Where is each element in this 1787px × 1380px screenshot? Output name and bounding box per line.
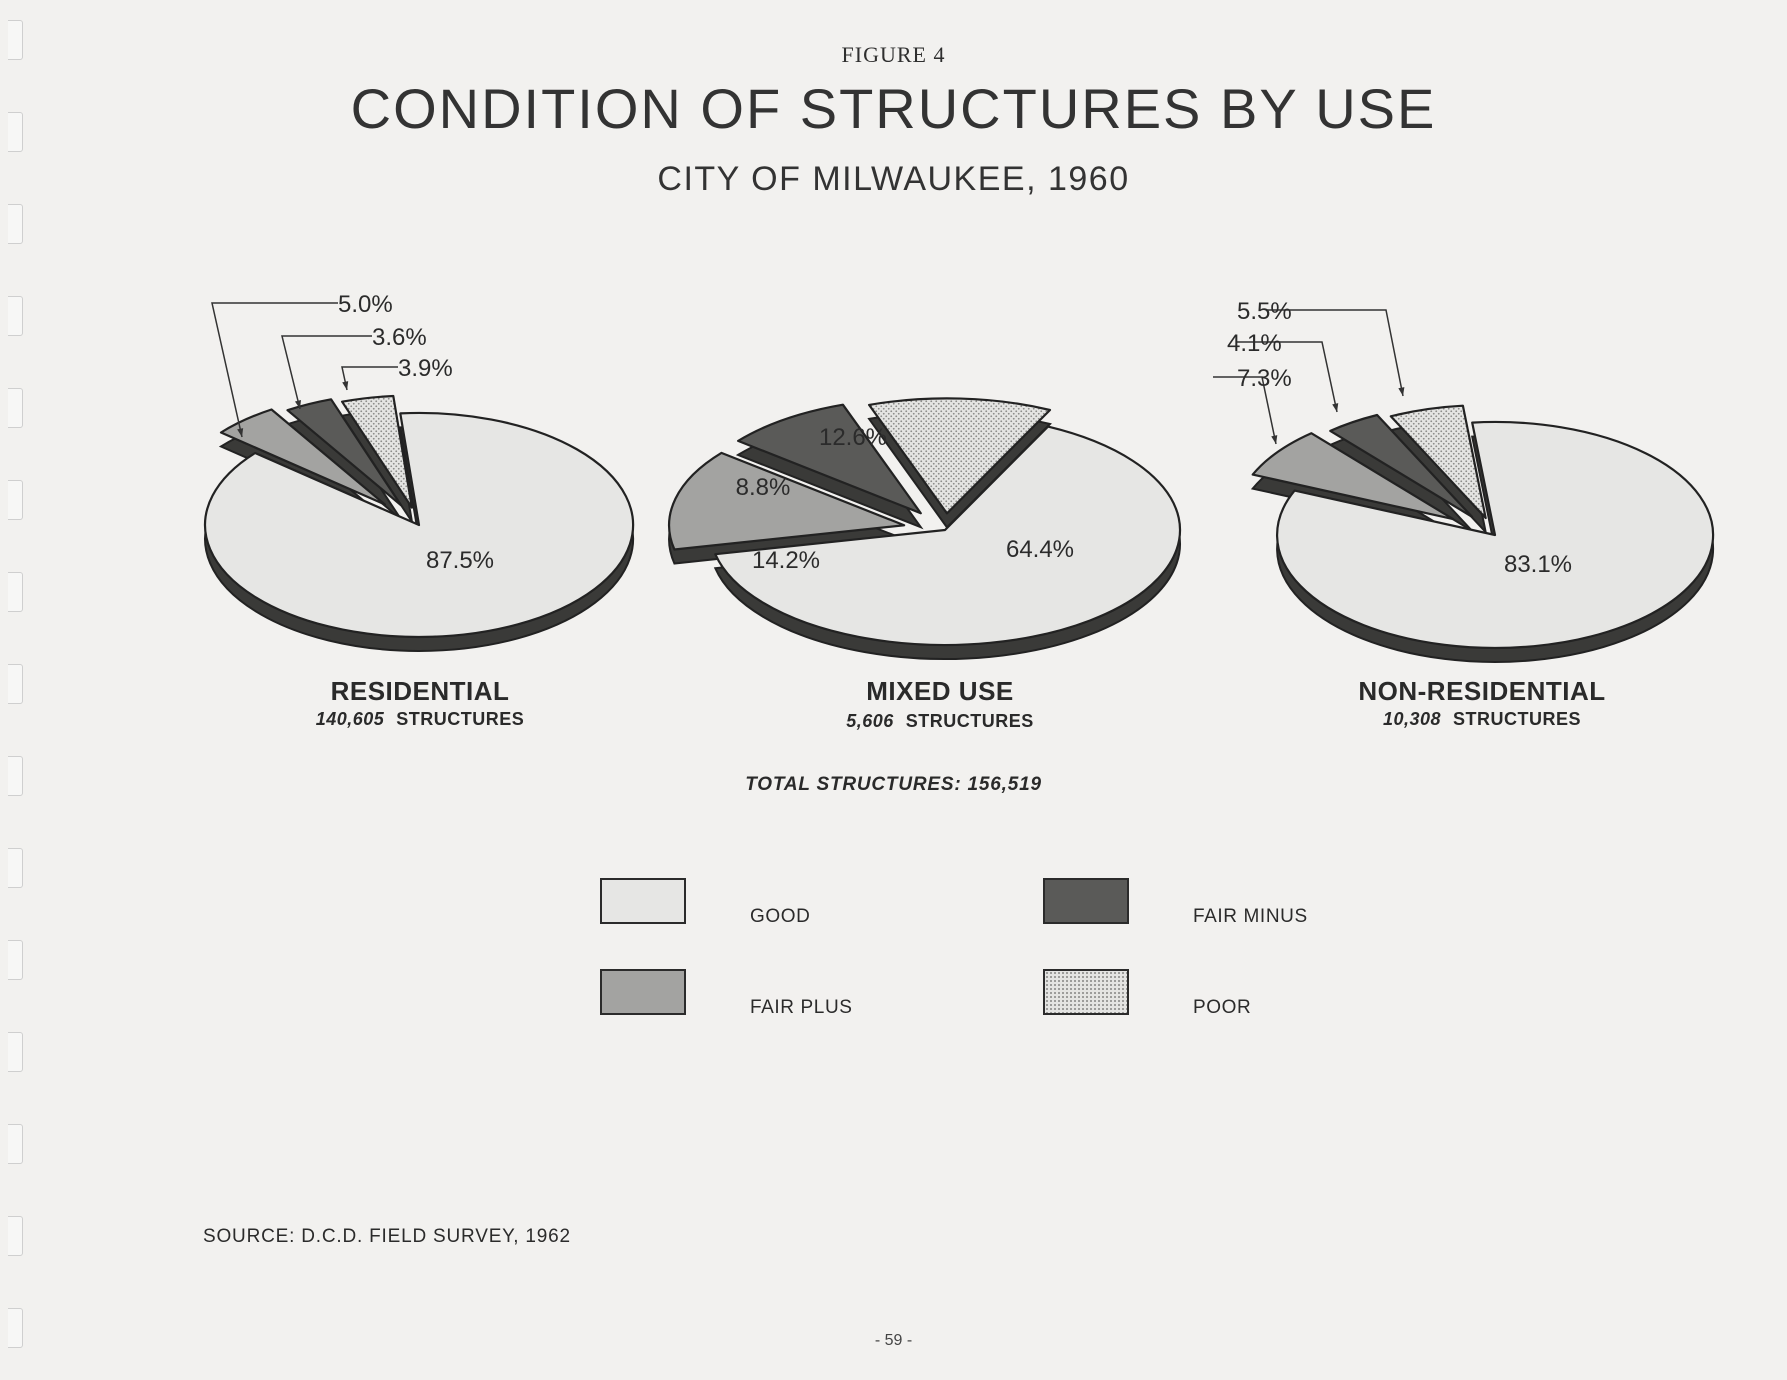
figure-label: FIGURE 4 bbox=[841, 42, 946, 67]
legend-label-fair-plus: FAIR PLUS bbox=[750, 997, 853, 1018]
data-label-fair-plus: 14.2% bbox=[751, 547, 821, 574]
data-label-fair-plus: 5.0% bbox=[338, 291, 393, 318]
count-value: 10,308 bbox=[1382, 709, 1442, 729]
data-label-good: 64.4% bbox=[1005, 536, 1075, 563]
legend-swatch-good bbox=[600, 878, 686, 924]
legend-swatch-fair-plus bbox=[600, 969, 686, 1015]
data-label-poor: 5.5% bbox=[1237, 298, 1292, 325]
pie-title-mixed-use: MIXED USE bbox=[866, 676, 1014, 706]
page-number: - 59 - bbox=[874, 1332, 913, 1349]
data-label-fair-plus: 7.3% bbox=[1237, 365, 1292, 392]
legend-label-poor: POOR bbox=[1193, 997, 1252, 1018]
pie-count-residential bbox=[220, 709, 620, 730]
source-note: SOURCE: D.C.D. FIELD SURVEY, 1962 bbox=[203, 1226, 571, 1247]
chart-title: CONDITION OF STRUCTURES BY USE bbox=[350, 77, 1437, 140]
data-label-poor: 3.9% bbox=[398, 355, 453, 382]
data-label-fair-minus: 4.1% bbox=[1227, 330, 1282, 357]
count-value: 5,606 bbox=[846, 711, 894, 731]
data-label-fair-minus: 8.8% bbox=[735, 474, 791, 501]
count-unit: STRUCTURES bbox=[1453, 709, 1582, 729]
pie-title-non-residential: NON-RESIDENTIAL bbox=[1358, 676, 1606, 706]
count-unit: STRUCTURES bbox=[396, 709, 525, 729]
total-structures: TOTAL STRUCTURES: 156,519 bbox=[745, 774, 1042, 795]
count-value: 140,605 bbox=[315, 709, 385, 729]
data-label-good: 83.1% bbox=[1503, 551, 1573, 578]
count-unit: STRUCTURES bbox=[905, 711, 1034, 731]
legend-swatch-poor bbox=[1043, 969, 1129, 1015]
legend-label-good: GOOD bbox=[750, 906, 811, 927]
data-label-good: 87.5% bbox=[425, 547, 495, 574]
chart-subtitle: CITY OF MILWAUKEE, 1960 bbox=[657, 160, 1130, 198]
pie-count-mixed-use bbox=[740, 711, 1140, 732]
legend-label-fair-minus: FAIR MINUS bbox=[1193, 906, 1308, 927]
data-label-fair-minus: 3.6% bbox=[372, 324, 427, 351]
callout-line bbox=[342, 367, 398, 390]
pie-count-non-residential bbox=[1282, 709, 1682, 730]
data-label-poor: 12.6% bbox=[818, 424, 888, 451]
pie-title-residential: RESIDENTIAL bbox=[330, 676, 510, 706]
legend-swatch-fair-minus bbox=[1043, 878, 1129, 924]
